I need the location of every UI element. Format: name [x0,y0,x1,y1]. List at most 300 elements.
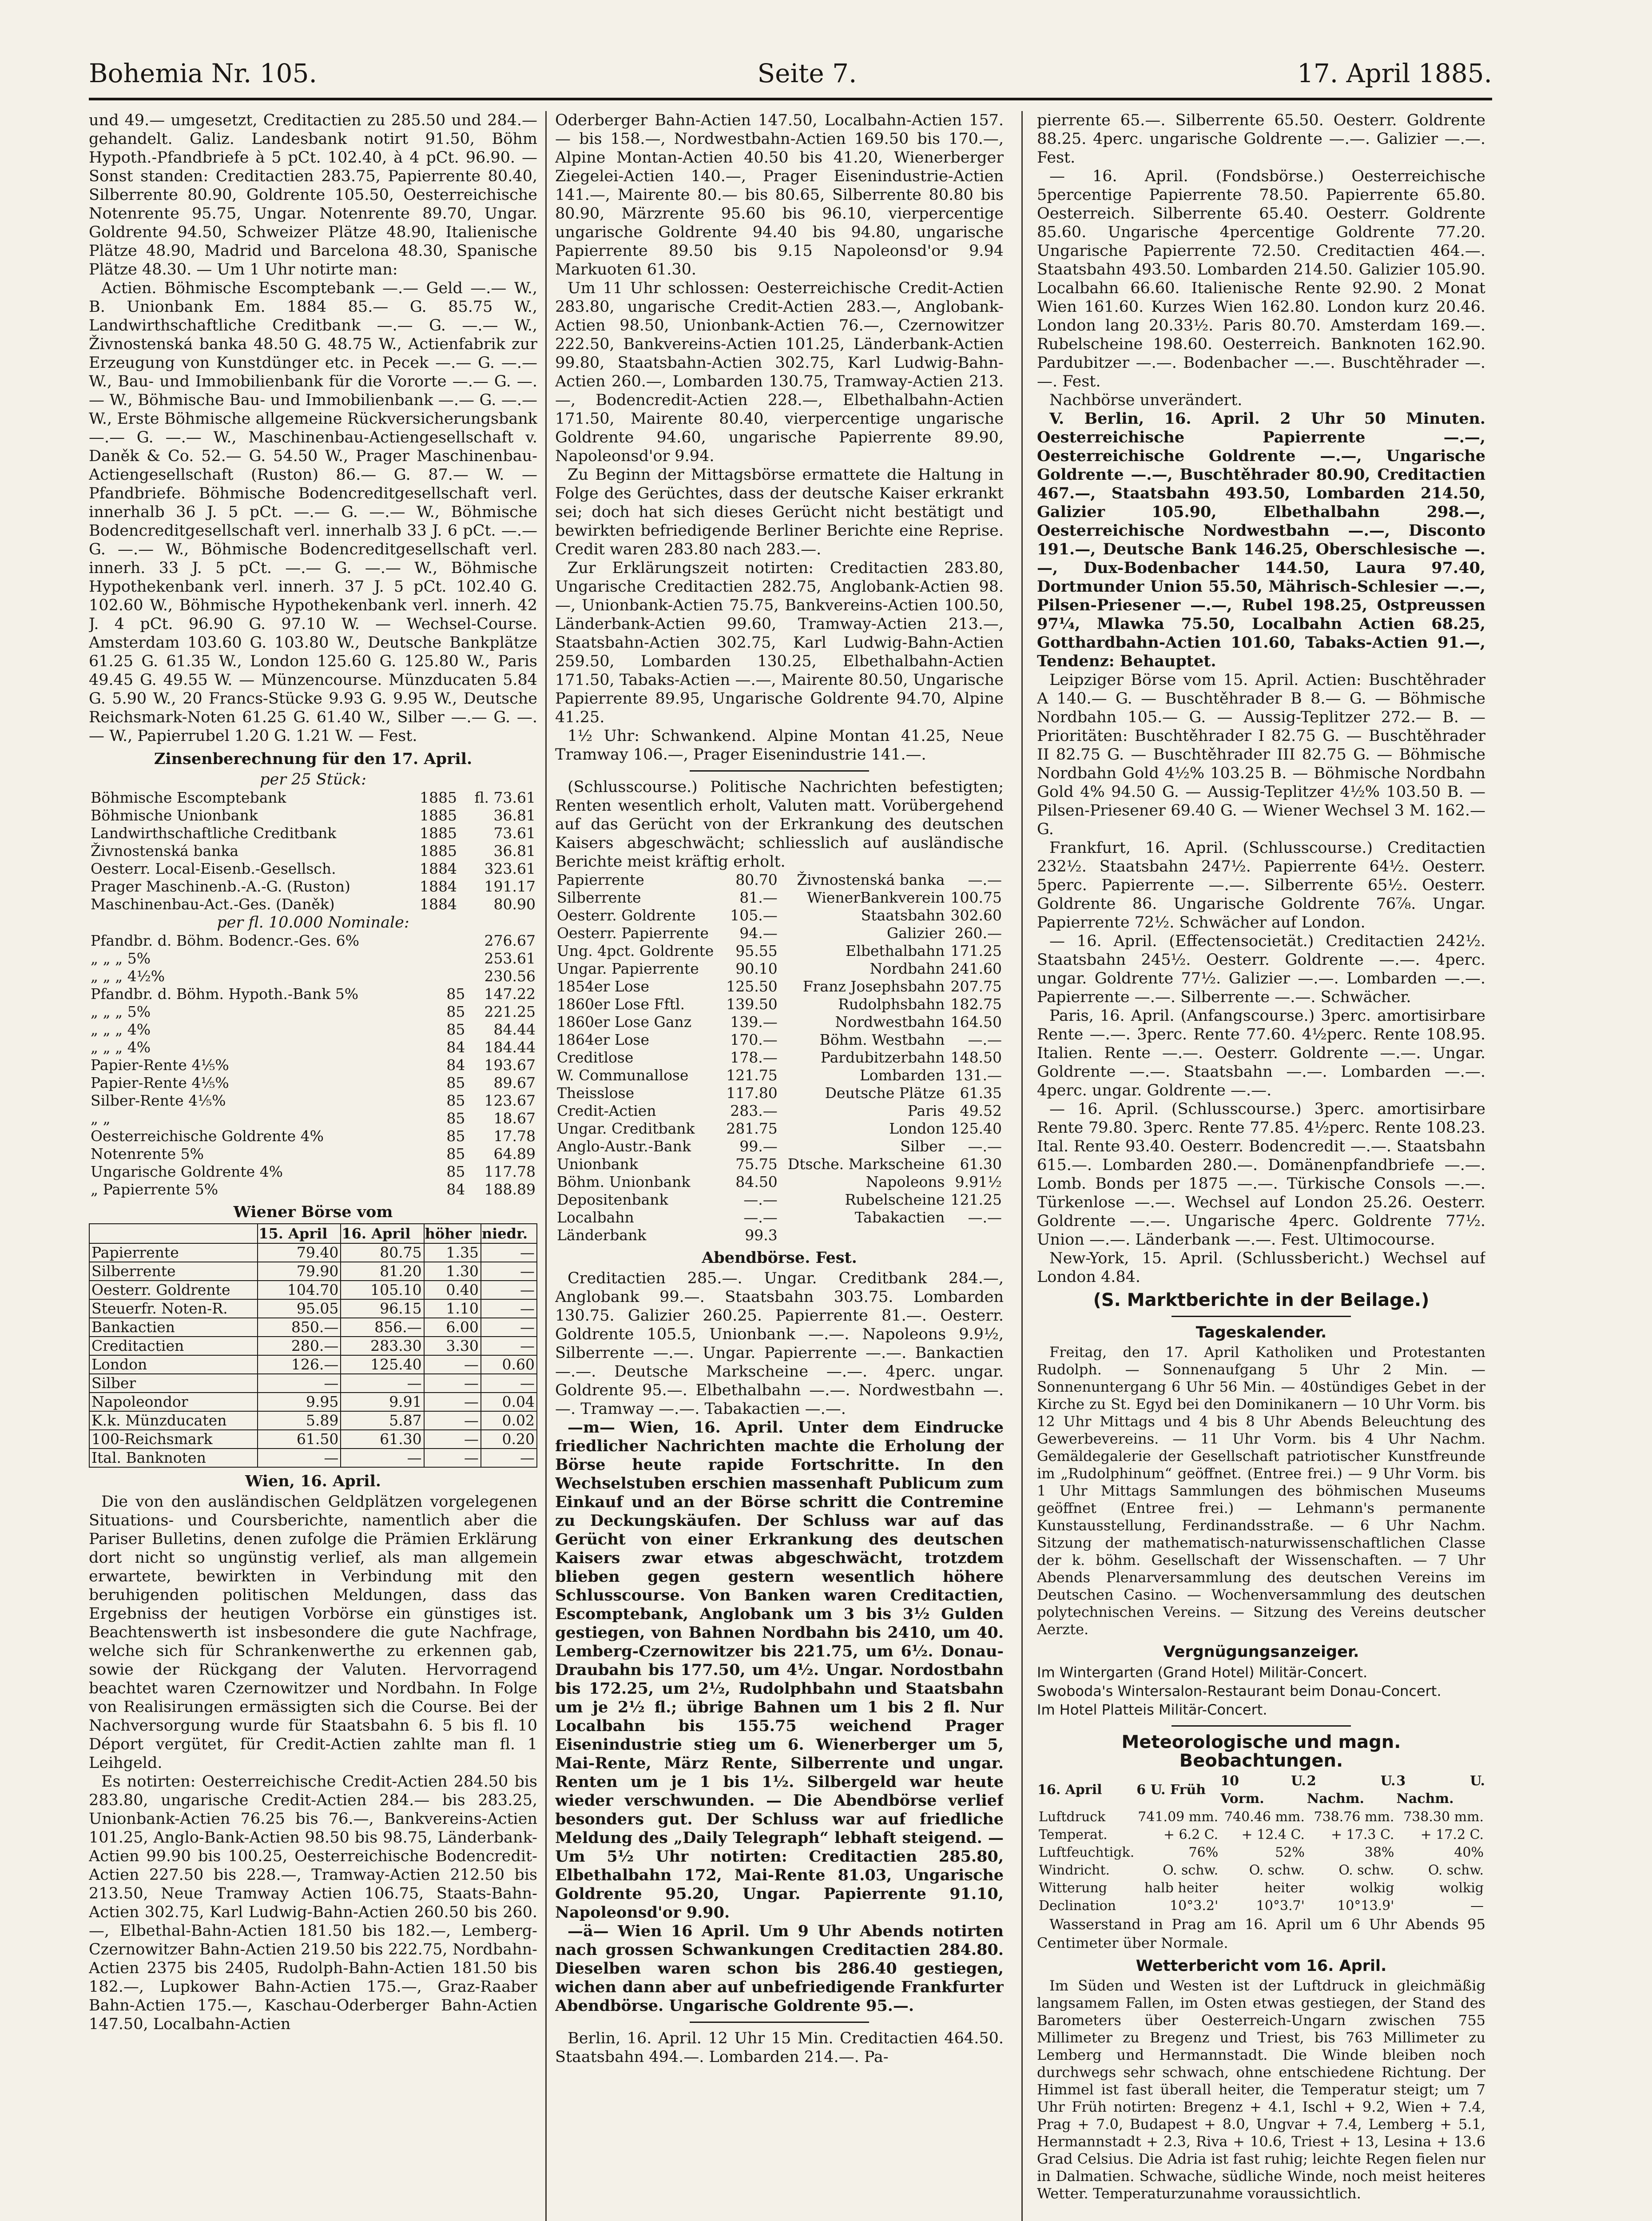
table-cell: Prager Maschinenb.-A.-G. (Ruston) [91,878,350,895]
table-row [89,1163,537,1181]
table-cell: 191.17 [484,878,536,895]
table-cell: „ „ „ 4% [91,1021,151,1038]
table-cell: Theisslose [557,1084,635,1102]
table-row [555,1102,1004,1120]
table-cell: — [481,1449,537,1467]
separator [1171,1725,1351,1727]
table-row [89,985,537,1003]
table-cell: — [481,1318,537,1337]
table-row [1037,1862,1485,1879]
section-subtitle: per 25 Stück: [260,771,366,788]
table-cell: 171.25 [950,942,1002,959]
article-text: Die von den ausländischen Geldplätzen vorgelegenen Situations- und Coursberichte, namentlich aber die Pariser Bulletins, denen zufolge die Prämien Erklärung dort nicht so ungünstig verlief, als man allgemein erwartete, bewirkten in Verbindung mit den beruhigenden politischen Meldungen, dass das Ergebniss der heutigen Vorbörse ein günstiges ist. Beachtenswerth ist insbesondere die gute Nachfrage, welche sich für Schrankenwerthe zu erkennen gab, sowie der Rückgang der Valuten. Hervorragend beachtet waren Czernowitzer und Nordbahn. In Folge von Realisirungen ermässigten sich die Course. Bei der Nachversorgung wurde für Staatsbahn 6. 5 bis fl. 10 Déport vergütet, für Credit-Actien zahlte man fl. 1 Leihgeld. [89,1493,537,1772]
table-cell: 84 [446,1039,465,1056]
table-cell: Živnostenská banka [797,871,945,888]
table-cell: Pfandbr. d. Böhm. Bodencr.-Ges. 6% [91,932,359,949]
table-cell: 241.60 [950,960,1002,977]
table-cell: „ „ „ 4% [91,1039,151,1056]
table-cell: 96.15 [341,1299,424,1318]
column-header: 2 U. Nachm. [1307,1773,1396,1807]
table-cell: heiter [1264,1880,1305,1896]
table-cell: O. schw. [1428,1863,1484,1878]
table-row [555,1155,1004,1173]
table-row [89,896,537,913]
table-cell: 125.40 [341,1355,424,1374]
table-cell: 856.— [341,1318,424,1337]
table-cell: 738.76 mm. [1314,1809,1394,1825]
table-cell: Windricht. [1039,1863,1110,1878]
table-cell: 740.46 mm. [1224,1809,1305,1825]
article-text: — 16. April. (Fondsbörse.) Oesterreichische 5percentige Papierrente 78.50. Papierrente 65.80. Oesterreich. Silberrente 65.40. Oesterr. Goldrente 85.60. Ungarische 4percentige Goldrente 77.20. Ungarische Papierrente 72.50. Creditactien 464.—. Staatsbahn 493.50. Lombarden 214.50. Galizier 105.90. Localbahn 66.60. Italienische Rente 92.90. 2 Monat Wien 161.60. Kurzes Wien 162.80. London kurz 20.46. London lang 20.33½. Paris 80.70. Amsterdam 169.—. Rubelscheine 198.60. Oesterreich. Banknoten 162.90. Pardubitzer —.—. Bodenbacher —.—. Buschtěhrader —.—. Fest. [1037,167,1485,390]
table-row [555,1138,1004,1155]
table-cell [438,932,467,950]
table-cell: 126.— [258,1355,341,1374]
column-header: 16. April [1037,1782,1102,1798]
table-cell: Lombarden [859,1067,945,1084]
table-cell: Silber-Rente 4⅕% [91,1092,226,1109]
table-cell: Unionbank [557,1155,638,1173]
table-row [89,1281,537,1299]
table-cell: 17.78 [493,1127,536,1145]
column-header: 3 U. Nachm. [1396,1773,1485,1807]
table-cell: Papier-Rente 4⅕% [91,1056,229,1074]
table-cell: 85 [446,1127,465,1145]
table-cell: Declination [1039,1898,1116,1914]
article-text: Zur Erklärungszeit notirten: Creditactien 283.80, Ungarische Creditactien 282.75, Anglobank-Actien 98.—, Unionbank-Actien 75.75, Bankvereins-Actien 100.50, Länderbank-Actien 99.60, Tramway-Actien 213.—, Staatsbahn-Actien 302.75, Karl Ludwig-Bahn-Actien 259.50, Lombarden 130.25, Elbethalbahn-Actien 171.50, Tabaks-Actien —.—, Mairente 80.50, Ungarische Papierrente 89.95, Ungarische Goldrente 94.70, Alpine 41.25. [555,559,1004,726]
table-row [89,1127,537,1145]
table-cell: 9.91 [341,1393,424,1411]
table-row [89,1056,537,1074]
section-title: Wiener Börse vom [233,1203,393,1221]
table-cell: 80.90 [493,896,536,913]
table-cell: 117.80 [726,1084,778,1102]
table-cell: 253.61 [484,950,536,967]
section-title: Vergnügungsanzeiger. [1163,1643,1359,1661]
table-cell: 80.75 [341,1243,424,1262]
article-text: —ä— Wien 16 April. Um 9 Uhr Abends notirten nach grossen Schwankungen Creditactien 284.80. Dieselben waren schon bis 286.40 gestiegen, wichen dann aber auf unbefriedigende Frankfurter Abendbörse. Ungarische Goldrente 95.—. [555,1922,1004,2015]
entertainment-list [1037,1663,1485,1719]
table-cell: 95.05 [258,1299,341,1318]
table-cell: 281.75 [726,1120,778,1137]
table-cell: Creditlose [557,1049,634,1066]
table-cell: Pfandbr. d. Böhm. Hypoth.-Bank 5% [91,985,359,1003]
table-cell: 1885 [420,807,457,824]
table-row [1037,1897,1485,1915]
table-row [89,1092,537,1110]
section-subtitle: per fl. 10.000 Nominale: [217,914,409,931]
article-text: Creditactien 285.—. Ungar. Creditbank 284.—, Anglobank 99.—. Staatsbahn 303.75. Lombarden 130.75. Galizier 260.25. Papierrente 81.—. Oesterr. Goldrente 105.5, Unionbank —.—. Napoleons 9.9½, Silberrente —.—. Ungar. Papierrente —.—. Bankactien —.—. Deutsche Markscheine —.—. 4perc. ungar. Goldrente 95.—. Elbethalbahn —.—. Nordwestbahn —.—. Tramway —.—. Tabakactien —.—. [555,1270,1004,1418]
article-text: Nachbörse unverändert. [1049,391,1243,409]
table-row [89,878,537,896]
table-cell: + 17.3 C. [1330,1827,1394,1843]
table-cell: Papier-Rente 4⅕% [91,1074,229,1091]
table-cell: 18.67 [493,1110,536,1127]
table-cell: 117.78 [484,1163,536,1180]
table-cell: 738.30 mm. [1403,1809,1484,1825]
table-row [1037,1844,1485,1862]
table-cell: 85 [446,1092,465,1109]
table-cell: — [1470,1898,1484,1914]
table-cell: 85 [446,985,465,1003]
table-cell: 79.90 [258,1262,341,1281]
table-cell: 76% [1188,1845,1219,1860]
table-row [555,1067,1004,1084]
table-row [555,871,1004,889]
table-cell: London [889,1120,945,1137]
table-cell: 99.3 [745,1226,778,1244]
table-cell: 1.10 [424,1299,481,1318]
table-cell: Napoleondor [89,1393,258,1411]
article-text: (Schlusscourse.) Politische Nachrichten befestigten; Renten wesentlich erholt, Valuten matt. Vorübergehend auf das Gerücht von der Erkrankung des deutschen Kaisers abgeschwächt; schliesslich auf ausländische Berichte meist kräftig erholt. [555,778,1004,871]
table-cell: 94.— [739,924,778,942]
table-cell: 276.67 [484,932,536,949]
column-header: 16. April [341,1224,424,1243]
column-divider [545,111,547,2221]
table-cell: Credit-Actien [557,1102,656,1119]
table-cell: Localbahn [557,1209,634,1226]
table-row [555,995,1004,1013]
table-cell: 99.— [739,1138,778,1155]
table-cell: 49.52 [960,1102,1002,1119]
table-cell: 90.10 [735,960,778,977]
table-row [89,1374,537,1393]
column-header: 10 U. Vorm. [1220,1773,1306,1807]
section-title: Abendbörse. Fest. [702,1249,857,1267]
table-row [89,1318,537,1337]
table-cell: —.— [743,1191,778,1208]
table-cell: 5.87 [341,1411,424,1430]
weather-table [1037,1772,1485,1915]
table-cell: Rudolphsbahn [838,995,945,1013]
table-cell: 85 [446,1003,465,1020]
table-cell: 260.— [954,924,1002,942]
table-cell: 188.89 [484,1181,536,1198]
calendar-text: Freitag, den 17. April Katholiken und Protestanten Rudolph. — Sonnenaufgang 5 Uhr 2 Min. — Sonnenuntergang 6 Uhr 56 Min. — 40stündiges Gebet in der Kirche zu St. Egyd bei den Dominikanern — 10 Uhr Vorm. bis 12 Uhr Mittags und 4 bis 8 Uhr Abends Beleuchtung des Gewerbevereins. — 11 Uhr Vorm. bis 4 Uhr Nachm. Gemäldegalerie der Gesellschaft patriotischer Kunstfreunde im „Rudolphinum“ geöffnet. (Entree frei.) — 9 Uhr Vorm. bis 1 Uhr Mittags Sammlungen des böhmischen Museums geöffnet (Entree frei.) — Lehmann's permanente Kunstausstellung, Ferdinandsstraße. — 6 Uhr Nachm. Sitzung der mathematisch-naturwissenschaftlichen Classe der k. böhm. Gesellschaft der Wissenschaften. — 7 Uhr Abends Plenarversammlung des deutschen Vereins im Deutschen Casino. — Wochenversammlung des deutschen polytechnischen Vereins. — Sitzung des Vereins deutscher Aerzte. [1037,1344,1485,1638]
table-row [555,1173,1004,1191]
table-cell: —.— [968,1138,1002,1155]
table-cell: Böhmische Escomptebank [91,789,286,806]
article-text: Frankfurt, 16. April. (Schlusscourse.) Creditactien 232½. Staatsbahn 247½. Papierrente 64½. Oesterr. 5perc. Papierrente —.—. Silberrente 65½. Oesterr. Goldrente 86. Ungarische Goldrente 76⅞. Ungar. Papierrente 72½. Schwächer auf London. [1037,839,1485,931]
table-row [1037,1808,1485,1826]
table-cell: 61.30 [341,1430,424,1449]
table-cell: Oesterr. Goldrente [89,1281,258,1299]
table-row [89,1430,537,1449]
table-cell: 280.— [258,1337,341,1355]
table-cell: — [424,1374,481,1393]
article-text: New-York, 15. April. (Schlussbericht.) Wechsel auf London 4.84. [1037,1250,1485,1286]
table-cell: 104.70 [258,1281,341,1299]
table-row [89,1110,537,1127]
table-cell: — [481,1281,537,1299]
table-cell: 741.09 mm. [1138,1809,1219,1825]
table-cell: 105.10 [341,1281,424,1299]
table-cell: 170.— [730,1031,778,1048]
table-cell: 79.40 [258,1243,341,1262]
column-header [89,1224,258,1243]
table-cell: — [424,1355,481,1374]
table-cell: 131.— [954,1067,1002,1084]
table-cell: 89.67 [493,1074,536,1091]
table-row [89,1181,537,1198]
table-cell: — [481,1243,537,1262]
table-cell: — [258,1374,341,1393]
table-row [555,1013,1004,1031]
table-cell: 121.75 [726,1067,778,1084]
issue-date: 17. April 1885. [1297,58,1492,88]
table-cell: Steuerfr. Noten-R. [89,1299,258,1318]
table-cell: Böhm. Westbahn [819,1031,945,1048]
table-cell: 84 [446,1181,465,1198]
table-cell: — [481,1299,537,1318]
table-cell: 283.30 [341,1337,424,1355]
table-cell: Paris [907,1102,945,1119]
table-cell: Ital. Banknoten [89,1449,258,1467]
separator [690,2022,869,2023]
table-cell: 61.30 [960,1155,1002,1173]
table-cell: 139.50 [726,995,778,1013]
table-cell: K.k. Münzducaten [89,1411,258,1430]
table-cell: 125.50 [726,978,778,995]
article-text: Es notirten: Oesterreichische Credit-Actien 284.50 bis 283.80, ungarische Credit-Actien 284.— bis 283.25, Unionbank-Actien 76.25 bis 76.—, Bankvereins-Actien 101.25, Anglo-Bank-Actien 98.50 bis 98.75, Länderbank-Actien 99.90 bis 100.25, Oesterreichische Bodencredit-Actien 227.50 bis 228.—, Tramway-Actien 212.50 bis 213.50, Neue Tramway Actien 106.75, Staats-Bahn-Actien 302.75, Karl Ludwig-Bahn-Actien 260.50 bis 260.—, Elbethal-Bahn-Actien 181.50 bis 182.—, Lemberg-Czernowitzer Bahn-Actien 219.50 bis 222.75, Nordbahn-Actien 2375 bis 2405, Rudolph-Bahn-Actien 181.50 bis 182.—, Lupkower Bahn-Actien 175.—, Graz-Raaber Bahn-Actien 175.—, Kaschau-Oderberger Bahn-Actien 147.50, Localbahn-Actien [89,1773,537,2033]
table-cell: 3.30 [424,1337,481,1355]
table-row [89,1393,537,1411]
table-cell: Silber [89,1374,258,1393]
table-cell: 1885 [420,789,457,806]
table-cell: Luftdruck [1039,1809,1106,1825]
article-text: Leipziger Börse vom 15. April. Actien: Buschtěhrader A 140.— G. — Buschtěhrader B 8.— G. — Böhmische Nordbahn 105.— G. — Aussig-Teplitzer 272.— B. — Prioritäten: Buschtěhrader I 82.75 G. — Buschtěhrader II 82.75 G. — Buschtěhrader III 82.75 G. — Böhmische Nordbahn Gold 4½% 103.25 B. — Böhmische Nordbahn Gold 4% 94.50 G. — Aussig-Teplitzer 4½% 103.50 B. — Pilsen-Priesener 69.40 G. — Wiener Wechsel 3 M. 162.— G. [1037,671,1485,838]
table-cell: Bankactien [89,1318,258,1337]
table-cell: Deutsche Plätze [825,1084,945,1102]
table-row [89,1039,537,1056]
article-text: 1½ Uhr: Schwankend. Alpine Montan 41.25, Neue Tramway 106.—, Prager Eisenindustrie 141.—. [555,727,1004,764]
table-row [1037,1879,1485,1897]
table-cell: 52% [1275,1845,1305,1860]
table-cell: O. schw. [1249,1863,1305,1878]
table-cell: Creditactien [89,1337,258,1355]
table-cell: Galizier [887,924,945,942]
table-cell: 230.56 [484,967,536,985]
table-cell: — [481,1374,537,1393]
table-cell: Papierrente [89,1243,258,1262]
table-row [89,789,537,807]
table-cell: Temperat. [1039,1827,1108,1843]
article-text: Paris, 16. April. (Anfangscourse.) 3perc. amortisirbare Rente —.—. 3perc. Rente 77.60. 4½perc. Rente 108.95. Italien. Rente —.—. Oesterr. Goldrente —.—. Ungar. Goldrente —.—. Staatsbahn —.—. Lombarden —.—. 4perc. ungar. Goldrente —.—. [1037,1007,1485,1099]
column-3 [1037,111,1485,2221]
table-cell: WienerBankverein [806,889,945,906]
table-cell [946,1226,1004,1244]
table-row [555,942,1004,960]
column-header: niedr. [481,1224,537,1243]
table-row [555,1209,1004,1226]
table-cell: 38% [1364,1845,1394,1860]
table-cell: Silberrente [557,889,641,906]
table-cell: Papierrente [557,871,644,888]
table-cell: 100-Reichsmark [89,1430,258,1449]
table-cell: Rubelscheine [845,1191,945,1208]
article-text: pierrente 65.—. Silberrente 65.50. Oesterr. Goldrente 88.25. 4perc. ungarische Goldrente —.—. Galizier —.—. Fest. [1037,111,1485,167]
section-title: Zinsenberechnung für den 17. April. [154,750,473,768]
table-cell: 1884 [420,896,457,913]
article-text: Um 11 Uhr schlossen: Oesterreichische Credit-Actien 283.80, ungarische Credit-Actien 283.—, Anglobank-Actien 98.50, Unionbank-Actien 76.—, Czernowitzer 222.50, Bankvereins-Actien 101.25, Länderbank-Actien 99.80, Staatsbahn-Actien 302.75, Karl Ludwig-Bahn-Actien 260.—, Lombarden 130.75, Tramway-Actien 213.—, Bodencredit-Actien 228.—, Elbethalbahn-Actien 171.50, Mairente 80.40, vierpercentige ungarische Goldrente 94.60, ungarische Papierrente 89.90, Napoleonsd'or 9.94. [555,279,1004,465]
table-row [1037,1826,1485,1844]
table-cell: 61.50 [258,1430,341,1449]
table-cell: Landwirthschaftliche Creditbank [91,824,337,842]
table-cell: — [481,1262,537,1281]
article-text: Actien. Böhmische Escomptebank —.— Geld —.— W., B. Unionbank Em. 1884 85.— G. 85.75 W., Landwirthschaftliche Creditbank —.— G. —.— W., Živnostenská banka 48.50 G. 48.75 W., Actienfabrik zur Erzeugung von Kunstdünger etc. in Pecek —.— G. —.— W., Bau- und Immobilienbank für die Vororte —.— G. —.— W., Böhmische Bau- und Immobilienbank —.— G. —.— W., Erste Böhmische allgemeine Rückversicherungsbank —.— G. —.— W., Maschinenbau-Actiengesellschaft v. Daněk & Co. 52.— G. 54.50 W., Prager Maschinenbau-Actiengesellschaft (Ruston) 86.— G. 87.— W. — Pfandbriefe. Böhmische Bodencreditgesellschaft verl. innerhalb 36 J. 5 pCt. —.— G. —.— W., Böhmische Bodencreditgesellschaft verl. innerhalb 33 J. 6 pCt. —.— G. —.— W., Böhmische Bodencreditgesellschaft verl. innerh. 33 J. 5 pCt. —.— G. —.— W., Böhmische Hypothekenbank verl. innerh. 37 J. 5 pCt. 102.40 G. 102.60 W., Böhmische Hypothekenbank verl. innerh. 42 J. 4 pCt. 96.90 G. 97.10 W. — Wechsel-Course. Amsterdam 103.60 G. 103.80 W., Deutsche Bankplätze 61.25 G. 61.35 W., London 125.60 G. 125.80 W., Paris 49.45 G. 49.55 W. — Münzencourse. Münzducaten 5.84 G. 5.90 W., 20 Francs-Stücke 9.93 G. 9.95 W., Deutsche Reichsmark-Noten 61.25 G. 61.40 W., Silber —.— G. —.— W., Papierrubel 1.20 G. 1.21 W. — Fest. [89,279,537,745]
table-cell: —.— [968,871,1002,888]
table-cell: 182.75 [950,995,1002,1013]
table-row [89,860,537,878]
table-cell: Luftfeuchtigk. [1039,1845,1135,1860]
table-cell: 85 [446,1145,465,1162]
table-cell: 36.81 [493,807,536,824]
table-cell: 148.50 [950,1049,1002,1066]
table-cell: Länderbank [557,1226,647,1244]
table-cell: Ungar. Creditbank [557,1120,695,1137]
table-cell: 164.50 [950,1013,1002,1031]
table-cell: — [424,1393,481,1411]
table-cell: 121.25 [950,1191,1002,1208]
table-cell: 81.20 [341,1262,424,1281]
table-cell: 0.40 [424,1281,481,1299]
table-cell: 0.02 [481,1411,537,1430]
list-item: Im Hotel Platteis Militär-Concert. [1037,1701,1267,1718]
section-title: Tageskalender. [1195,1324,1327,1341]
table-cell: 9.91½ [955,1173,1002,1190]
article-text: — 16. April. (Schlusscourse.) 3perc. amortisirbare Rente 79.80. 3perc. Rente 77.85. 4½perc. Rente 108.23. Ital. Rente 93.40. Oesterr. Bodencredit —.—. Staatsbahn 615.—. Lombarden 280.—. Domänenpfandbriefe —.—. Lomb. Bonds per 1875 —.—. Türkische Consols —.—. Türkenlose —.—. Wechsel auf London 25.26. Oesterr. Goldrente —.—. Ungarische 4perc. Goldrente 77½. Union —.—. Länderbank —.—. Fest. Ultimocourse. [1037,1100,1485,1249]
column-header: höher [424,1224,481,1243]
publication-name: Bohemia Nr. 105. [89,58,317,88]
table-row [89,1355,537,1374]
table-cell: 10°3.2' [1170,1898,1219,1914]
table-cell: Nordwestbahn [835,1013,945,1031]
table-row [555,907,1004,924]
article-text: Berlin, 16. April. 12 Uhr 15 Min. Creditactien 464.50. Staatsbahn 494.—. Lombarden 214.—. Pa- [555,2030,1004,2066]
table-row [89,932,537,950]
section-title: Wien, 16. April. [245,1472,381,1490]
interest-table [89,789,537,913]
table-cell: 302.60 [950,907,1002,924]
table-cell: —.— [743,1209,778,1226]
table-cell: 193.67 [484,1056,536,1074]
table-cell: Notenrente 5% [91,1145,204,1162]
table-cell: 84.44 [493,1021,536,1038]
table-row [555,978,1004,995]
table-row [89,1411,537,1430]
table-cell: Böhmische Unionbank [91,807,258,824]
closing-prices-table [555,871,1004,1244]
table-cell: 1860er Lose Ganz [557,1013,692,1031]
table-cell: W. Communallose [557,1067,689,1084]
table-cell: Napoleons [866,1173,945,1190]
table-cell: — [424,1430,481,1449]
table-cell: „ „ „ 5% [91,1003,151,1020]
table-cell: 85 [446,1074,465,1091]
table-cell: 73.61 [493,824,536,842]
table-cell: 1884 [420,860,457,877]
table-cell: Silber [900,1138,945,1155]
table-cell: London [89,1355,258,1374]
table-cell: — [481,1337,537,1355]
table-cell: „ „ [91,1110,111,1127]
table-cell: + 17.2 C. [1420,1827,1484,1843]
table-cell: 6.00 [424,1318,481,1337]
table-cell: Oesterr. Local-Eisenb.-Gesellsch. [91,860,336,877]
table-cell: 850.— [258,1318,341,1337]
table-cell: 178.— [730,1049,778,1066]
table-cell: 1854er Lose [557,978,650,995]
table-cell: Ung. 4pct. Goldrente [557,942,714,959]
article-text: Zu Beginn der Mittagsbörse ermattete die Haltung in Folge des Gerüchtes, dass der deutsche Kaiser erkrankt sei; doch hat sich dieses Gerücht nicht bestätigt und bewirkten befriedigende Berliner Berichte eine Reprise. Credit waren 283.80 nach 283.—. [555,466,1004,558]
table-cell: 64.89 [493,1145,536,1162]
table-cell: — [424,1411,481,1430]
table-cell: Živnostenská banka [91,842,239,860]
column-1 [89,111,537,2221]
column-divider [1021,111,1023,2221]
page-number: Seite 7. [757,58,857,88]
table-cell: 283.— [730,1102,778,1119]
table-cell: 10°13.9' [1337,1898,1394,1914]
table-row [89,842,537,860]
table-cell: 0.20 [481,1430,537,1449]
table-cell: 221.25 [484,1003,536,1020]
table-cell: Tabakactien [854,1209,945,1226]
table-cell: Staatsbahn [861,907,945,924]
table-cell: 10°3.7' [1256,1898,1305,1914]
exchange-table [89,1223,537,1468]
list-item: Im Wintergarten (Grand Hotel) Militär-Concert. [1037,1664,1368,1681]
table-cell: + 6.2 C. [1163,1827,1219,1843]
table-row [89,1021,537,1039]
interest-table [89,932,537,1198]
column-header: 15. April [258,1224,341,1243]
table-row [89,967,537,985]
table-row [89,1262,537,1281]
table-cell: 100.75 [950,889,1002,906]
table-row [89,1449,537,1467]
table-cell: Nordbahn [870,960,945,977]
article-text: — 16. April. (Effectensocietät.) Creditactien 242½. Staatsbahn 245½. Oesterr. Goldrente —.—. 4perc. ungar. Goldrente 77½. Galizier —.—. Lombarden —.—. Papierrente —.—. Silberrente —.—. Schwächer. [1037,932,1485,1006]
table-row [555,1120,1004,1138]
table-cell: 81.— [739,889,778,906]
table-cell: —.— [968,1031,1002,1048]
table-cell: „ Papierrente 5% [91,1181,218,1198]
table-cell: „ „ „ 5% [91,950,151,967]
table-cell: Böhm. Unionbank [557,1173,691,1190]
table-cell: 0.04 [481,1393,537,1411]
table-cell: 5.89 [258,1411,341,1430]
table-cell: 1860er Lose Fftl. [557,995,685,1013]
table-row [555,1191,1004,1209]
table-row [555,889,1004,907]
table-cell: 323.61 [484,860,536,877]
table-row [89,1003,537,1021]
table-cell: Oesterr. Goldrente [557,907,696,924]
table-row [555,960,1004,978]
table-cell: fl. 73.61 [474,789,536,806]
header-rule [89,98,1492,100]
table-cell: 9.95 [258,1393,341,1411]
table-cell: 1.35 [424,1243,481,1262]
table-cell: O. schw. [1163,1863,1219,1878]
table-cell: —.— [968,1209,1002,1226]
page-header [89,51,1492,96]
table-cell: 84 [446,1056,465,1074]
table-cell [779,1226,947,1244]
article-text: Oderberger Bahn-Actien 147.50, Localbahn-Actien 157.— bis 158.—, Nordwestbahn-Actien 169.50 bis 170.—, Alpine Montan-Actien 40.50 bis 41.20, Wienerberger Ziegelei-Actien 140.—, Prager Eisenindustrie-Actien 141.—, Mairente 80.— bis 80.65, Silberrente 80.80 bis 80.90, Märzrente 95.60 bis 96.10, vierpercentige ungarische Goldrente 94.40 bis 94.80, ungarische Papierrente 89.50 bis 9.15 Napoleonsd'or 9.94 Markuoten 61.30. [555,111,1004,279]
table-cell: 95.55 [735,942,778,959]
separator [690,770,869,772]
